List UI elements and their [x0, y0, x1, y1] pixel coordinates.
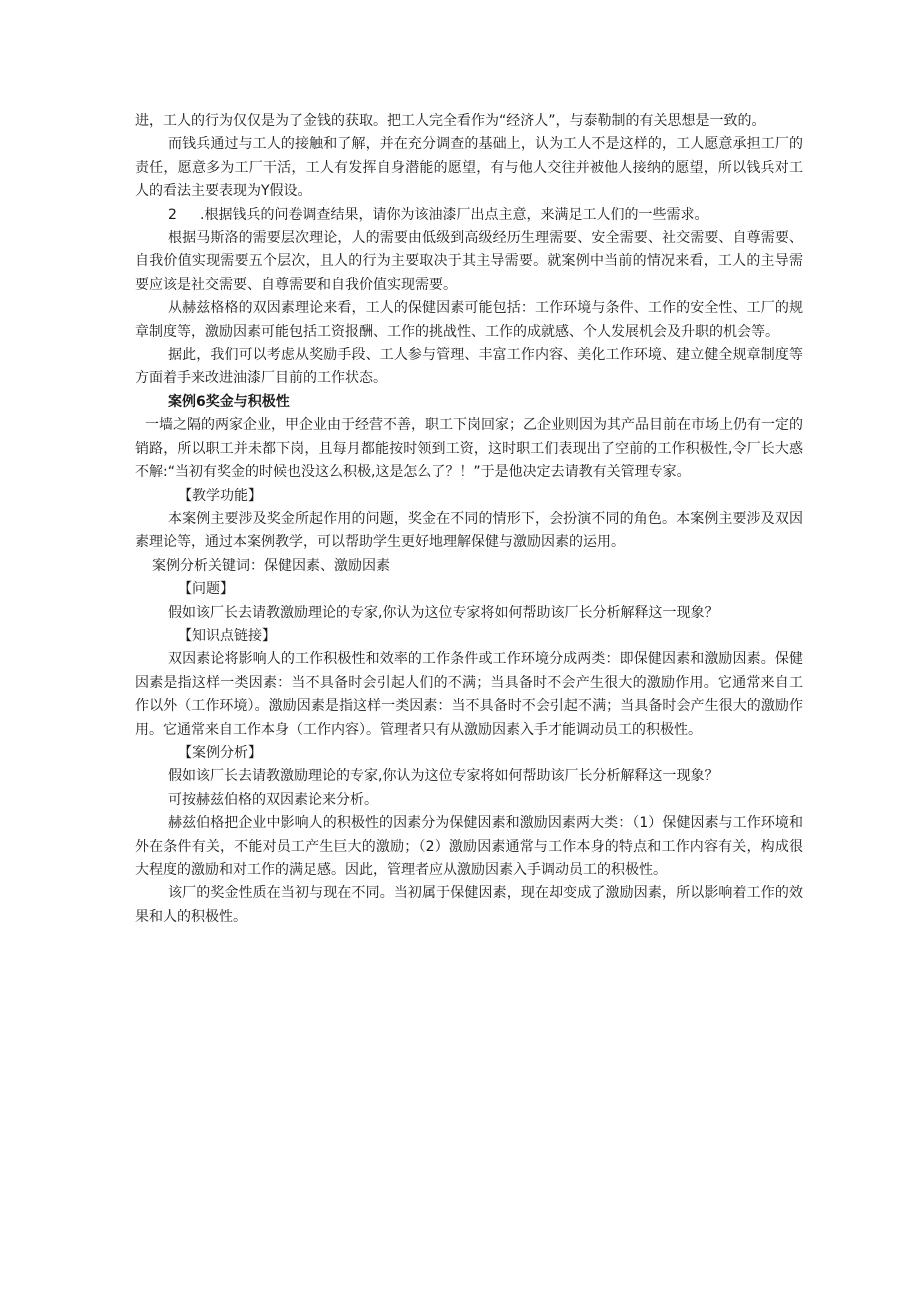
case-heading: 案例6奖金与积极性 [168, 393, 290, 410]
paragraph-teaching-function: 本案例主要涉及奖金所起作用的问题，奖金在不同的情形下，会扮演不同的角色。本案例主要涉及双因素理论等，通过本案例教学，可以帮助学生更好地理解保健与激励因素的运用。 [135, 510, 803, 551]
section-question: 【问题】 [178, 581, 234, 598]
paragraph-qianbing-view: 而钱兵通过与工人的接触和了解，并在充分调查的基础上，认为工人不是这样的，工人愿意承担工厂的责任，愿意多为工厂干活，工人有发挥自身潜能的愿望，有与他人交往并被他人接纳的愿望，所以钱兵对工人的看法主要表现为Y假设。 [135, 136, 803, 200]
paragraph-knowledge: 双因素论将影响人的工作积极性和效率的工作条件或工作环境分成两类：即保健因素和激励因素。保健因素是指这样一类因素：当不具备时会引起人们的不满；当具备时不会产生很大的激励作用。它通常来自工作以外（工作环境）。激励因素是指这样一类因素：当不具备时不会引起不满；当具备时会产生很大的激励作用。它通常来自工作本身（工作内容）。管理者只有从激励因素入手才能调动员工的积极性。 [135, 651, 803, 738]
paragraph-maslow: 根据马斯洛的需要层次理论，人的需要由低级到高级经历生理需要、安全需要、社交需要、自尊需要、自我价值实现需要五个层次，且人的行为主要取决于其主导需要。就案例中当前的情况来看，工人的主导需要应该是社交需要、自尊需要和自我价值实现需要。 [135, 230, 803, 293]
paragraph-two-factor: 从赫兹格格的双因素理论来看，工人的保健因素可能包括：工作环境与条件、工作的安全性、工厂的规章制度等，激励因素可能包括工资报酬、工作的挑战性、工作的成就感、个人发展机会及升职的机会等。 [135, 300, 803, 340]
paragraph-keywords: 案例分析关键词：保健因素、激励因素 [152, 557, 390, 574]
section-teaching-function: 【教学功能】 [178, 487, 262, 504]
section-case-analysis: 【案例分析】 [178, 744, 262, 761]
document-body [135, 110, 803, 929]
paragraph-analysis-question: 假如该厂长去请教激励理论的专家,你认为这位专家将如何帮助该厂长分析解释这一现象？ [168, 768, 719, 785]
paragraph-continuation: 进，工人的行为仅仅是为了金钱的获取。把工人完全看作为“经济人”，与泰勒制的有关思想是一致的。 [135, 113, 766, 129]
question-text: .根据钱兵的问卷调查结果，请你为该油漆厂出点主意，来满足工人们的一些需求。 [200, 206, 709, 223]
paragraph-analysis-method: 可按赫兹伯格的双因素论来分析。 [168, 791, 378, 808]
paragraph-case-description: 一墙之隔的两家企业，甲企业由于经营不善，职工下岗回家；乙企业则因为其产品目前在市场上仍有一定的销路，所以职工并未都下岗，且每月都能按时领到工资，这时职工们表现出了空前的工作积极性,令厂长大惑不解:“当初有奖金的时候也没这么积极,这是怎么了？！”于是他决定去请教有关管理专家。 [135, 417, 803, 481]
paragraph-analysis-herzberg: 赫兹伯格把企业中影响人的积极性的因素分为保健因素和激励因素两大类：（1）保健因素与工作环境和外在条件有关，不能对员工产生巨大的激励；（2）激励因素通常与工作本身的特点和工作内容有关，构成很大程度的激励和对工作的满足感。因此，管理者应从激励因素入手调动员工的积极性。 [135, 815, 803, 878]
paragraph-question: 假如该厂长去请教激励理论的专家,你认为这位专家将如何帮助该厂长分析解释这一现象？ [168, 604, 719, 621]
section-knowledge-link: 【知识点链接】 [178, 627, 276, 644]
paragraph-analysis-conclusion: 该厂的奖金性质在当初与现在不同。当初属于保健因素，现在却变成了激励因素，所以影响着工作的效果和人的积极性。 [135, 885, 803, 925]
question-2 [135, 204, 803, 227]
question-number: 2 [168, 206, 177, 223]
paragraph-suggestion: 据此，我们可以考虑从奖励手段、工人参与管理、丰富工作内容、美化工作环境、建立健全规章制度等方面着手来改进油漆厂目前的工作状态。 [135, 347, 803, 387]
